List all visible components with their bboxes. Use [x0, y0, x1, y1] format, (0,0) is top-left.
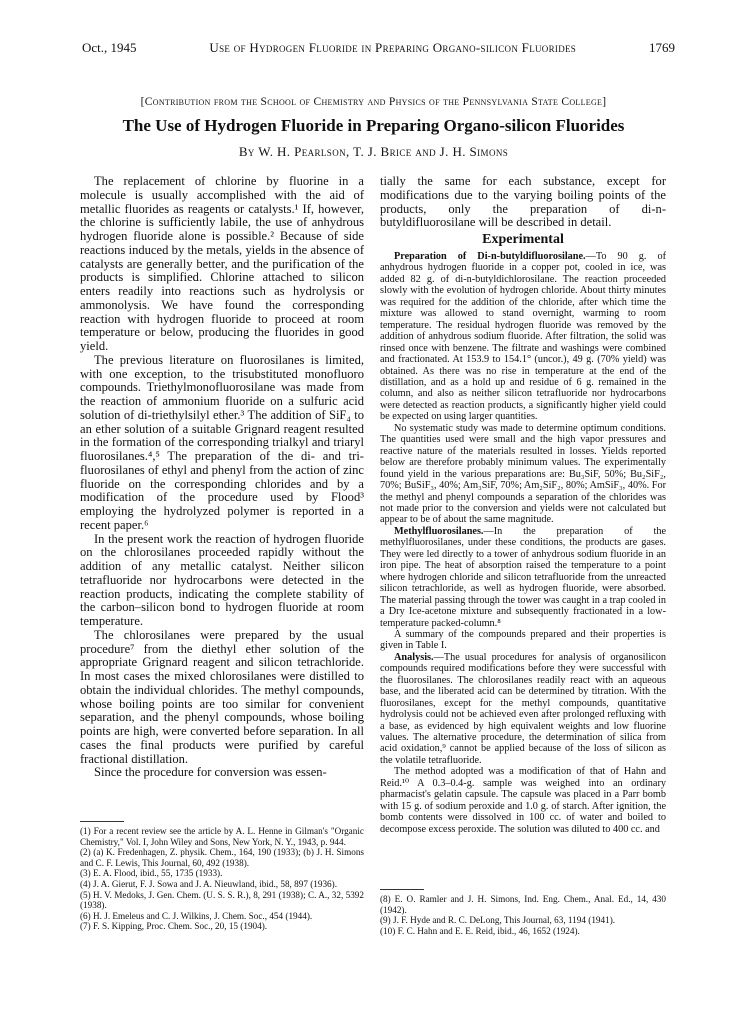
right-column — [380, 175, 666, 835]
paragraph: No systematic study was made to determine optimum conditions. The quantities used were small and the high vapor pressures and reactive nature of the materials resulted in losses. Yields reported below are therefore probably minimum values. The experimentally found yield in the various preparations are: Bu₃SiF, 50%; Bu₂SiF₂, 70%; BuSiF₃, 40%; Am₃SiF, 70%; Am₂SiF₂, 80%; AmSiF₃, 40%. For the methyl and phenyl compounds a separation of the chlorides was not made prior to the conversion and yields were not calculated but appear to be of about the same magnitude. — [380, 422, 666, 526]
running-title: Use of Hydrogen Fluoride in Preparing Organo-silicon Fluorides — [209, 40, 577, 55]
footnote: (6) H. J. Emeleus and C. J. Wilkins, J. Chem. Soc., 454 (1944). — [80, 910, 313, 921]
paragraph-text: —In the preparation of the methylfluorosilanes, under these conditions, the products are gases. They were led directly to a tower of anhydrous sodium fluoride in an iron pipe. The heat of absorption raised the temperature to a point where hydrogen chloride and silicon tetrafluoride from the unreacted silicon tetrachloride, as well as hydrogen fluoride, were absorbed. The material passing through the tower was caught in a trap cooled in a Dry Ice-acetone mixture and subsequently fractionated in a low-temperature packed-column.⁸ — [380, 525, 666, 629]
running-header — [82, 40, 675, 58]
footnote: (9) J. F. Hyde and R. C. DeLong, This Journal, 63, 1194 (1941). — [380, 915, 616, 926]
footnote-rule — [380, 889, 424, 890]
paragraph: In the present work the reaction of hydrogen fluoride on the chlorosilanes proceeded rapidly without the addition of any metallic catalyst. Neither silicon tetrafluoride nor hydrocarbons were detected in the reaction products, indicating the complete stability of the carbon–silicon bond to hydrogen fluoride at room temperature. — [80, 531, 364, 628]
paragraph: The chlorosilanes were prepared by the usual procedure⁷ from the diethyl ether solution of the appropriate Grignard reagent and silicon tetrachloride. In most cases the mixed chlorosilanes were distilled to obtain the individual chlorides. The methyl compounds, whose boiling points are too similar for convenient separation, and the phenyl compounds, whose boiling points are high, were converted before separation. In all cases the final products were purified by careful fractional distillation. — [80, 627, 364, 766]
paragraph: tially the same for each substance, except for modifications due to the varying boiling points of the products, only the preparation of di-n-butyldifluorosilane will be described in detail. — [380, 174, 666, 230]
run-in-heading: Analysis. — [394, 651, 434, 663]
footnote: (7) F. S. Kipping, Proc. Chem. Soc., 20, 15 (1904). — [80, 921, 268, 932]
right-footnotes — [380, 894, 666, 936]
left-column — [80, 175, 364, 780]
author-byline: By W. H. Pearlson, T. J. Brice and J. H. Simons — [238, 144, 509, 159]
paragraph — [380, 652, 666, 767]
paragraph — [380, 251, 666, 423]
run-in-heading: Methylfluorosilanes. — [394, 525, 484, 537]
footnote: (10) F. C. Hahn and E. E. Reid, ibid., 46, 1652 (1924). — [380, 925, 580, 936]
article-title: The Use of Hydrogen Fluoride in Preparing Organo-silicon Fluorides — [122, 116, 625, 135]
footnote: (5) H. V. Medoks, J. Gen. Chem. (U. S. S. R.), 8, 291 (1938); C. A., 32, 5392 (1938). — [80, 889, 364, 911]
footnote: (2) (a) K. Fredenhagen, Z. physik. Chem., 164, 190 (1933); (b) J. H. Simons and C. F. Lewis, This Journal, 60, 492 (1938). — [80, 847, 364, 868]
left-footnotes — [80, 826, 364, 932]
page-number: 1769 — [649, 40, 675, 55]
paragraph: The previous literature on fluorosilanes is limited, with one exception, to the trisubstituted monofluoro compounds. Triethylmonofluorosilane was made from the reaction of ammonium fluoride on a sulfuric acid solution of di-triethylsilyl ether.³ The addition of SiF₄ to an ether solution of a suitable Grignard reagent resulted in the formation of the corresponding trialkyl and triaryl fluorosilanes.⁴,⁵ The preparation of the di- and tri-fluorosilanes of ethyl and phenyl from the action of zinc fluoride on the corresponding chlorides and by a modification of the procedure used by Flood³ employing the hydrolyzed polymer is reported in a recent paper.⁶ — [80, 352, 364, 532]
paragraph: Since the procedure for conversion was essen- — [94, 765, 327, 780]
footnote-rule — [80, 821, 124, 822]
institution-line: [Contribution from the School of Chemistry and Physics of the Pennsylvania State College] — [140, 96, 607, 108]
paragraph-text: —The usual procedures for analysis of organosilicon compounds required modifications before they were successful with the fluorosilanes. The chlorosilanes readily react with an aqueous base, and the liberated acid can be determined by titration. With the fluorosilanes, except for the methyl compounds, quantitative hydrolysis could not be achieved even after prolonged refluxing with a base, as evidenced by high equivalent weights and low fluorine values. The alternative procedure, the determination of silica from acid oxidation,⁹ cannot be applied because of the loss of silicon as the volatile tetrafluoride. — [380, 651, 666, 766]
run-in-heading: Preparation of Di-n-butyldifluorosilane. — [394, 251, 586, 262]
footnote: (1) For a recent review see the article by A. L. Henne in Gilman's "Organic Chemistry," Vol. I, John Wiley and Sons, New York, N. Y., 1943, p. 944. — [80, 826, 364, 847]
paragraph — [380, 526, 666, 629]
paragraph-text: —To 90 g. of anhydrous hydrogen fluoride in a copper pot, cooled in ice, was added 82 g. of di-n-butyldichlorosilane. The reaction proceeded slowly with the evolution of hydrogen chloride. About thirty minutes was required for the addition of the chloride, after which time the mixture was allowed to stand overnight, warming to room temperature. The residual hydrogen fluoride was removed by the addition of anhydrous sodium fluoride. After filtration, the solid was rinsed once with benzene. The filtrate and washings were combined and fractionated. At 153.9 to 154.1° (uncor.), 49 g. (70% yield) was obtained. As there was no rise in temperature at the end of the distillation, and as a hold up and residue of 6 g. remained in the column, and also as neither silicon tetrafluoride nor hydrocarbons were detected as reaction products, a significantly higher yield could be expected on using larger quantities. — [380, 251, 666, 423]
footnote: (4) J. A. Gierut, F. J. Sowa and J. A. Nieuwland, ibid., 58, 897 (1936). — [80, 878, 338, 889]
issue-date: Oct., 1945 — [82, 40, 137, 55]
footnote: (8) E. O. Ramler and J. H. Simons, Ind. Eng. Chem., Anal. Ed., 14, 430 (1942). — [380, 894, 666, 915]
paragraph: The replacement of chlorine by fluorine in a molecule is usually accomplished with the aid of metallic fluorides as reagents or catalysts.¹ If, however, the chlorine is sufficiently labile, the use of anhydrous hydrogen fluoride alone is possible.² Because of side reactions induced by the metals, yields in the absence of catalysts are generally better, and the purification of the products is simplified. Chlorine attached to silicon enters readily into reactions such as hydrolysis or ammonolysis. We have found the corresponding reaction with hydrogen fluoride to proceed at room temperature or below, producing the fluorides in good yield. — [80, 174, 364, 353]
paragraph: The method adopted was a modification of that of Hahn and Reid.¹⁰ A 0.3–0.4-g. sample was weighed into an ordinary pharmacist's gelatin capsule. The capsule was placed in a Parr bomb with 15 g. of sodium peroxide and 1.0 g. of starch. After ignition, the bomb contents were dissolved in 100 cc. of water and boiled to decompose excess peroxide. The solution was diluted to 400 cc. and — [380, 766, 666, 835]
section-heading: Experimental — [482, 232, 564, 247]
footnote: (3) E. A. Flood, ibid., 55, 1735 (1933). — [80, 868, 223, 879]
paragraph: A summary of the compounds prepared and their properties is given in Table I. — [380, 628, 666, 652]
